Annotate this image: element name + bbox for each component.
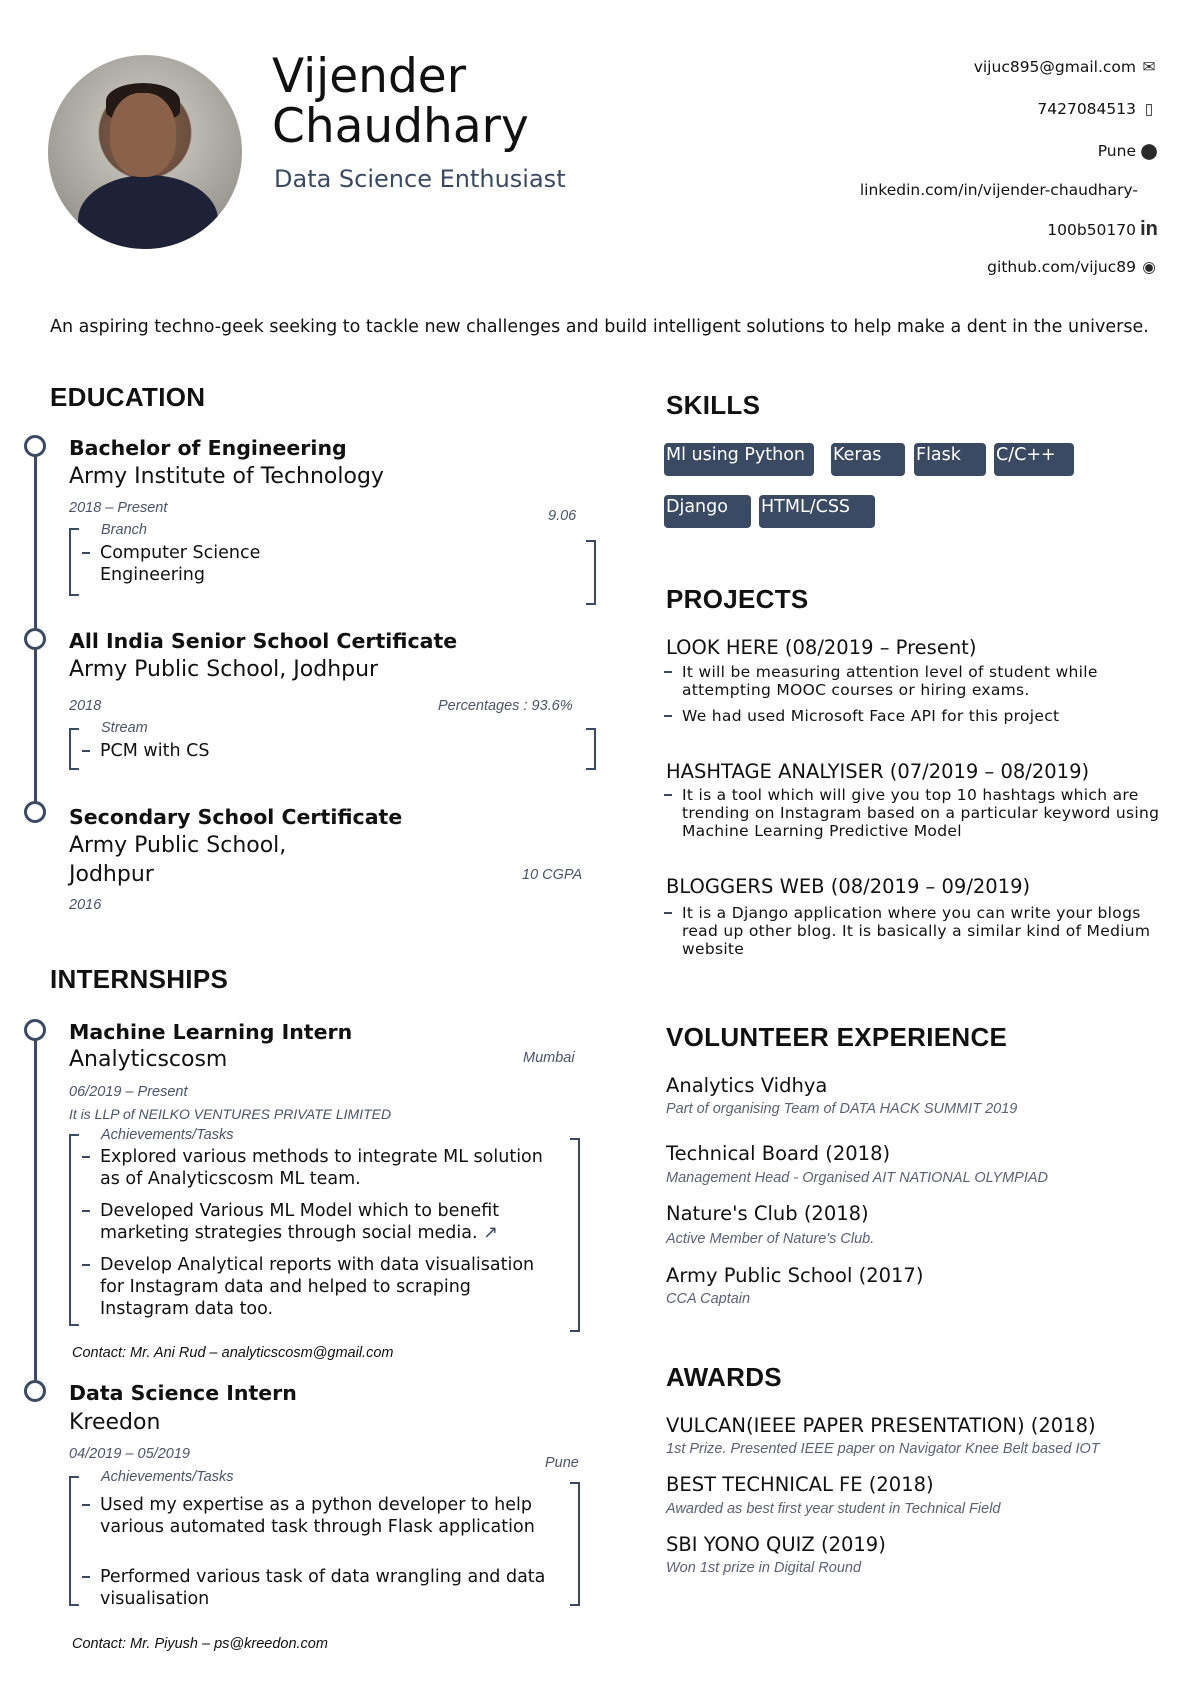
project-point: It will be measuring attention level of student while attempting MOOC courses or hiring exams. <box>664 663 1154 699</box>
bracket-left <box>69 1476 79 1606</box>
internships-heading: INTERNSHIPS <box>50 964 229 994</box>
tasks-label: Achievements/Tasks <box>101 1469 234 1485</box>
education-timeline <box>34 452 37 802</box>
volunteer-desc: CCA Captain <box>666 1291 751 1307</box>
skills-heading: SKILLS <box>666 390 761 420</box>
award-title: SBI YONO QUIZ (2019) <box>666 1533 886 1556</box>
volunteer-title: Nature's Club (2018) <box>666 1202 869 1225</box>
award-desc: Awarded as best first year student in Technical Field <box>666 1501 1001 1517</box>
internship-location: Pune <box>545 1455 579 1471</box>
internship-contact: Contact: Mr. Ani Rud – analyticscosm@gmail.com <box>72 1345 394 1361</box>
bracket-left <box>69 528 79 596</box>
education-score: 9.06 <box>548 508 577 524</box>
timeline-dot <box>24 1019 46 1041</box>
education-school: Jodhpur <box>69 862 154 887</box>
award-desc: Won 1st prize in Digital Round <box>666 1560 862 1576</box>
volunteer-heading: VOLUNTEER EXPERIENCE <box>666 1022 1008 1052</box>
bracket-right <box>586 728 596 770</box>
project-title: HASHTAGE ANALYISER (07/2019 – 08/2019) <box>666 760 1090 783</box>
education-heading: EDUCATION <box>50 382 206 412</box>
education-dates: 2018 – Present <box>69 500 168 516</box>
award-title: VULCAN(IEEE PAPER PRESENTATION) (2018) <box>666 1414 1096 1437</box>
mobile-phone-icon: ▯ <box>1144 100 1154 118</box>
github-icon: ◉ <box>1142 258 1156 276</box>
contact-linkedin[interactable]: 100b50170 in <box>1047 218 1158 240</box>
education-school: Army Public School, Jodhpur <box>69 657 379 682</box>
skill-tag: Ml using Python <box>664 443 814 476</box>
education-dates: 2018 <box>69 698 102 714</box>
awards-heading: AWARDS <box>666 1362 782 1392</box>
award-desc: 1st Prize. Presented IEEE paper on Navigator Knee Belt based IOT <box>666 1441 1100 1457</box>
internship-title: Machine Learning Intern <box>69 1020 353 1044</box>
envelope-icon: ✉ <box>1142 58 1156 76</box>
volunteer-desc: Active Member of Nature's Club. <box>666 1231 875 1247</box>
bracket-right <box>570 1482 580 1606</box>
volunteer-title: Army Public School (2017) <box>666 1264 924 1287</box>
task-item: Explored various methods to integrate ML solution as of Analyticscosm ML team. <box>82 1146 552 1190</box>
profile-photo <box>48 55 242 249</box>
education-score: Percentages : 93.6% <box>438 698 573 714</box>
task-item: Developed Various ML Model which to benefit marketing strategies through social media. ↗ <box>82 1200 552 1244</box>
contact-github[interactable]: github.com/vijuc89 ◉ <box>987 258 1158 276</box>
internship-note: It is LLP of NEILKO VENTURES PRIVATE LIMITED <box>69 1106 392 1122</box>
job-title: Data Science Enthusiast <box>274 165 566 193</box>
education-label: Stream <box>101 720 148 736</box>
education-degree: All India Senior School Certificate <box>69 629 458 653</box>
volunteer-title: Technical Board (2018) <box>666 1142 891 1165</box>
projects-heading: PROJECTS <box>666 584 809 614</box>
timeline-dot <box>24 435 46 457</box>
education-degree: Secondary School Certificate <box>69 805 403 829</box>
internship-dates: 06/2019 – Present <box>69 1084 188 1100</box>
internship-company: Analyticscosm <box>69 1047 228 1072</box>
summary: An aspiring techno-geek seeking to tackle new challenges and build intelligent solutions to help make a dent in the universe. <box>50 317 1149 337</box>
task-item: Used my expertise as a python developer to help various automated task through Flask application <box>82 1494 562 1538</box>
internship-dates: 04/2019 – 05/2019 <box>69 1446 190 1462</box>
project-title: BLOGGERS WEB (08/2019 – 09/2019) <box>666 875 1031 898</box>
full-name: Vijender Chaudhary <box>272 49 529 154</box>
project-point: We had used Microsoft Face API for this project <box>664 707 1154 725</box>
bracket-left <box>69 1134 79 1326</box>
education-label: Branch <box>101 522 147 538</box>
education-school: Army Public School, <box>69 833 287 858</box>
bracket-right <box>586 540 596 605</box>
contact-location: Pune ⬤ <box>1097 142 1158 160</box>
education-score: 10 CGPA <box>522 867 583 883</box>
internships-timeline <box>34 1036 37 1398</box>
contact-email[interactable]: vijuc895@gmail.com ✉ <box>974 58 1158 76</box>
project-point: It is a tool which will give you top 10 hashtags which are trending on Instagram based on a particular keyword using Machine Learning Predictive Model <box>664 786 1164 840</box>
project-title: LOOK HERE (08/2019 – Present) <box>666 636 977 659</box>
education-school: Army Institute of Technology <box>69 464 384 489</box>
map-pin-icon: ⬤ <box>1140 142 1158 160</box>
skill-tag: Django <box>664 495 751 528</box>
bracket-right <box>570 1138 580 1332</box>
internship-location: Mumbai <box>523 1050 575 1066</box>
volunteer-title: Analytics Vidhya <box>666 1074 828 1097</box>
volunteer-desc: Part of organising Team of DATA HACK SUMMIT 2019 <box>666 1101 1018 1117</box>
task-item: Performed various task of data wrangling and data visualisation <box>82 1566 562 1610</box>
internship-company: Kreedon <box>69 1410 161 1435</box>
skill-tag: HTML/CSS <box>759 495 875 528</box>
skill-tag: Flask <box>914 443 986 476</box>
project-point: It is a Django application where you can write your blogs read up other blog. It is basically a similar kind of Medium website <box>664 904 1176 958</box>
skill-tag: C/C++ <box>994 443 1074 476</box>
education-detail: PCM with CS <box>82 740 209 762</box>
volunteer-desc: Management Head - Organised AIT NATIONAL OLYMPIAD <box>666 1170 1048 1186</box>
internship-title: Data Science Intern <box>69 1381 297 1405</box>
timeline-dot <box>24 801 46 823</box>
contact-linkedin-line1[interactable]: linkedin.com/in/vijender-chaudhary- <box>859 181 1138 199</box>
skill-tag: Keras <box>831 443 905 476</box>
timeline-dot <box>24 628 46 650</box>
linkedin-icon: in <box>1140 218 1158 240</box>
external-link-icon[interactable]: ↗ <box>483 1223 498 1243</box>
education-degree: Bachelor of Engineering <box>69 436 347 460</box>
award-title: BEST TECHNICAL FE (2018) <box>666 1473 934 1496</box>
timeline-dot <box>24 1380 46 1402</box>
education-detail: Computer Science Engineering <box>82 542 302 586</box>
task-item: Develop Analytical reports with data visualisation for Instagram data and helped to scraping Instagram data too. <box>82 1254 552 1320</box>
contact-phone[interactable]: 7427084513 ▯ <box>1037 100 1158 118</box>
tasks-label: Achievements/Tasks <box>101 1127 234 1143</box>
internship-contact: Contact: Mr. Piyush – ps@kreedon.com <box>72 1636 328 1652</box>
education-dates: 2016 <box>69 897 102 913</box>
bracket-left <box>69 728 79 770</box>
